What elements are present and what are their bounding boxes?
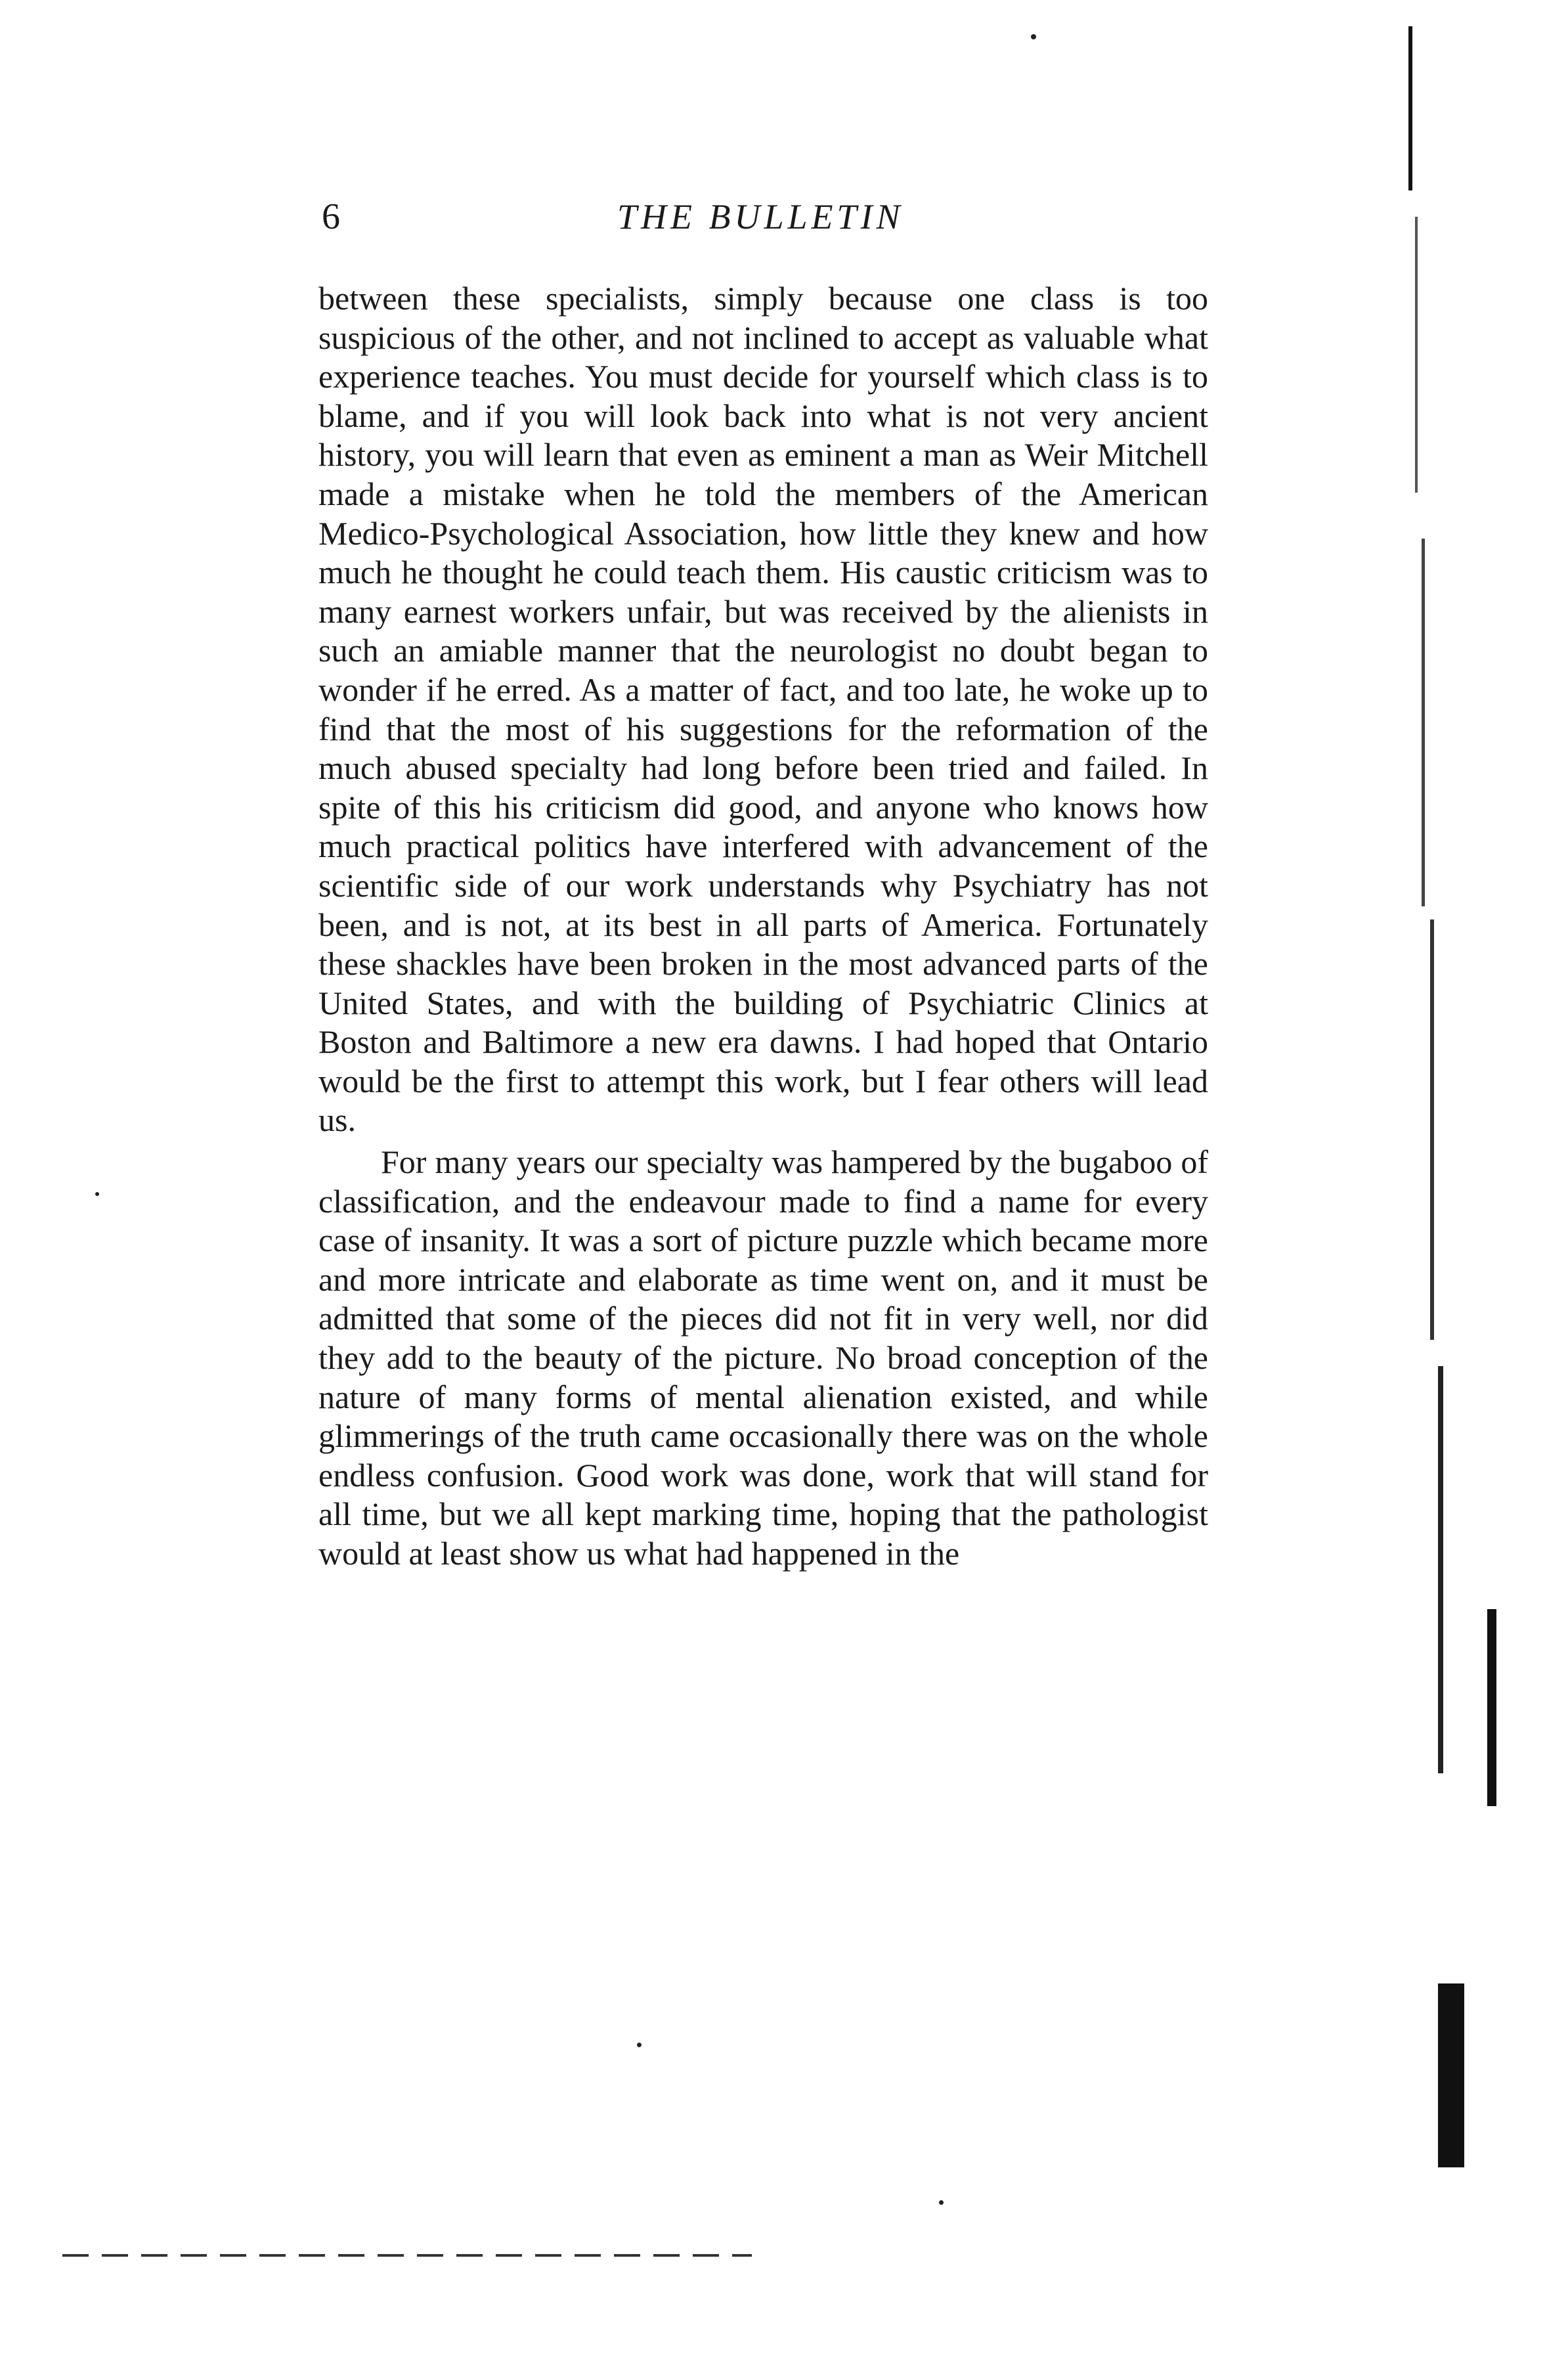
scan-speck [95, 1192, 99, 1196]
page-number: 6 [322, 196, 340, 237]
body-text [318, 279, 1208, 1574]
scan-edge-shadow-dark [1487, 1609, 1496, 1806]
scan-speck [939, 2200, 944, 2205]
scan-edge-shadow-top [1408, 26, 1412, 190]
scan-edge-shadow-upper [1415, 217, 1418, 493]
running-title: THE BULLETIN [617, 197, 904, 236]
paragraph-1: between these specialists, simply because one class is too suspicious of the other, and not inclined to accept as valuable what experience teaches. You must decide for yourself which class is to blame, and if you will look back into what is not very ancient history, you will learn that even as eminent a man as Weir Mitchell made a mistake when he told the members of the American Medico-Psychological Association, how little they knew and how much he thought he could teach them. His caustic criticism was to many earnest workers unfair, but was received by the alienists in such an amiable manner that the neurologist no doubt began to wonder if he erred. As a matter of fact, and too late, he woke up to find that the most of his suggestions for the reformation of the much abused specialty had long before been tried and failed. In spite of this his criticism did good, and anyone who knows how much practical politics have interfered with advancement of the scientific side of our work understands why Psychiatry has not been, and is not, at its best in all parts of America. Fortunately these shackles have been broken in the most advanced parts of the United States, and with the building of Psychiatric Clinics at Boston and Baltimore a new era dawns. I had hoped that Ontario would be the first to attempt this work, but I fear others will lead us. [318, 280, 1208, 1139]
scan-bottom-rule [62, 2254, 752, 2257]
scan-speck [637, 2043, 642, 2047]
scan-speck [1031, 34, 1036, 39]
paragraph-2: For many years our specialty was hampered by the bugaboo of classification, and the endeavour made to find a name for every case of insanity. It was a sort of picture puzzle which became more and more intricate and elaborate as time went on, and it must be admitted that some of the pieces did not fit in very well, nor did they add to the beauty of the picture. No broad conception of the nature of many forms of mental alienation existed, and while glimmerings of the truth came occasionally there was on the whole endless confusion. Good work was done, work that will stand for all time, but we all kept marking time, hoping that the pathologist would at least show us what had happened in the [318, 1143, 1208, 1572]
scan-edge-shadow-bottom [1438, 1366, 1443, 1773]
page-header [322, 190, 1208, 250]
scan-edge-shadow-mid [1422, 539, 1425, 906]
scan-edge-shadow-lower [1430, 919, 1434, 1340]
scan-edge-shadow-base [1438, 1983, 1464, 2167]
